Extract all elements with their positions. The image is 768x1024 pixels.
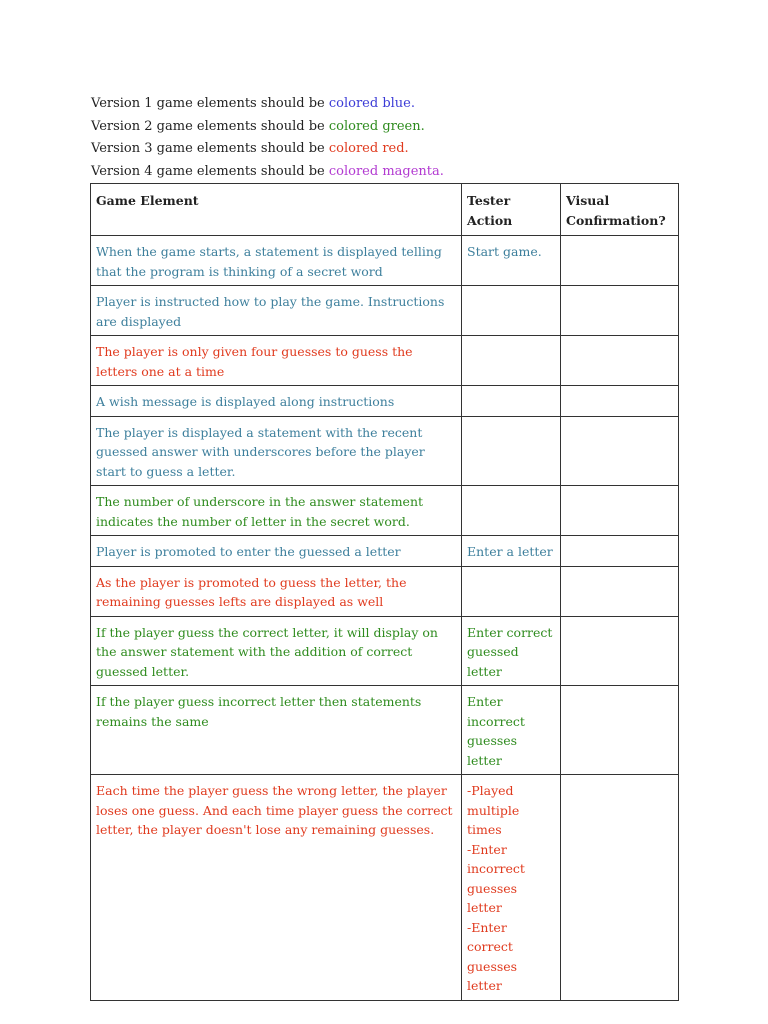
version-color-legend: [91, 93, 444, 183]
game-element-cell: If the player guess the correct letter, it will display on the answer statement with the addition of correct guessed letter.: [91, 616, 462, 686]
tester-action-cell: [462, 486, 561, 536]
color-label: colored magenta: [328, 163, 440, 179]
game-element-cell: If the player guess incorrect letter then statements remains the same: [91, 686, 462, 775]
table-row: [91, 566, 679, 616]
visual-confirmation-cell[interactable]: [561, 616, 679, 686]
test-plan-table: [90, 183, 679, 1001]
visual-confirmation-cell[interactable]: [561, 775, 679, 1001]
game-element-cell: The player is displayed a statement with the recent guessed answer with underscores before the player start to guess a letter.: [91, 416, 462, 486]
tester-action-cell: -Played multiple times -Enter incorrect guesses letter -Enter correct guesses letter: [462, 775, 561, 1001]
visual-confirmation-cell[interactable]: [561, 486, 679, 536]
visual-confirmation-cell[interactable]: [561, 236, 679, 286]
game-element-cell: Each time the player guess the wrong letter, the player loses one guess. And each time player guess the correct letter, the player doesn't lose any remaining guesses.: [91, 775, 462, 1001]
visual-confirmation-cell[interactable]: [561, 336, 679, 386]
version-line: Version 1 game elements should be colored blue.: [91, 96, 415, 111]
table-row: [91, 486, 679, 536]
game-element-cell: When the game starts, a statement is displayed telling that the program is thinking of a secret word: [91, 236, 462, 286]
tester-action-cell: [462, 336, 561, 386]
visual-confirmation-cell[interactable]: [561, 286, 679, 336]
visual-confirmation-cell[interactable]: [561, 536, 679, 567]
color-label: colored green: [328, 118, 421, 134]
table-row: [91, 686, 679, 775]
game-element-cell: Player is instructed how to play the game. Instructions are displayed: [91, 286, 462, 336]
header-visual-confirmation: Visual Confirmation?: [561, 184, 679, 236]
game-element-cell: Player is promoted to enter the guessed a letter: [91, 536, 462, 567]
tester-action-cell: [462, 386, 561, 417]
table-row: [91, 775, 679, 1001]
visual-confirmation-cell[interactable]: [561, 686, 679, 775]
table-row: [91, 236, 679, 286]
header-game-element: Game Element: [91, 184, 462, 236]
tester-action-cell: Enter incorrect guesses letter: [462, 686, 561, 775]
visual-confirmation-cell[interactable]: [561, 416, 679, 486]
table-header-row: [91, 184, 679, 236]
game-element-cell: As the player is promoted to guess the letter, the remaining guesses lefts are displayed as well: [91, 566, 462, 616]
table-row: [91, 416, 679, 486]
tester-action-cell: Start game.: [462, 236, 561, 286]
table-row: [91, 286, 679, 336]
table-row: [91, 386, 679, 417]
tester-action-cell: [462, 416, 561, 486]
version-line: Version 3 game elements should be colored red.: [91, 141, 409, 156]
version-line: Version 2 game elements should be colored green.: [91, 118, 425, 134]
tester-action-cell: Enter a letter: [462, 536, 561, 567]
color-label: colored blue: [328, 96, 411, 111]
color-label: colored red: [328, 141, 405, 156]
visual-confirmation-cell[interactable]: [561, 566, 679, 616]
table-row: [91, 336, 679, 386]
game-element-cell: The player is only given four guesses to guess the letters one at a time: [91, 336, 462, 386]
game-element-cell: The number of underscore in the answer statement indicates the number of letter in the secret word.: [91, 486, 462, 536]
table-row: [91, 616, 679, 686]
version-line: Version 4 game elements should be colored magenta.: [91, 163, 444, 179]
tester-action-cell: [462, 566, 561, 616]
header-tester-action: Tester Action: [462, 184, 561, 236]
game-element-cell: A wish message is displayed along instructions: [91, 386, 462, 417]
table-row: [91, 536, 679, 567]
tester-action-cell: [462, 286, 561, 336]
tester-action-cell: Enter correct guessed letter: [462, 616, 561, 686]
visual-confirmation-cell[interactable]: [561, 386, 679, 417]
